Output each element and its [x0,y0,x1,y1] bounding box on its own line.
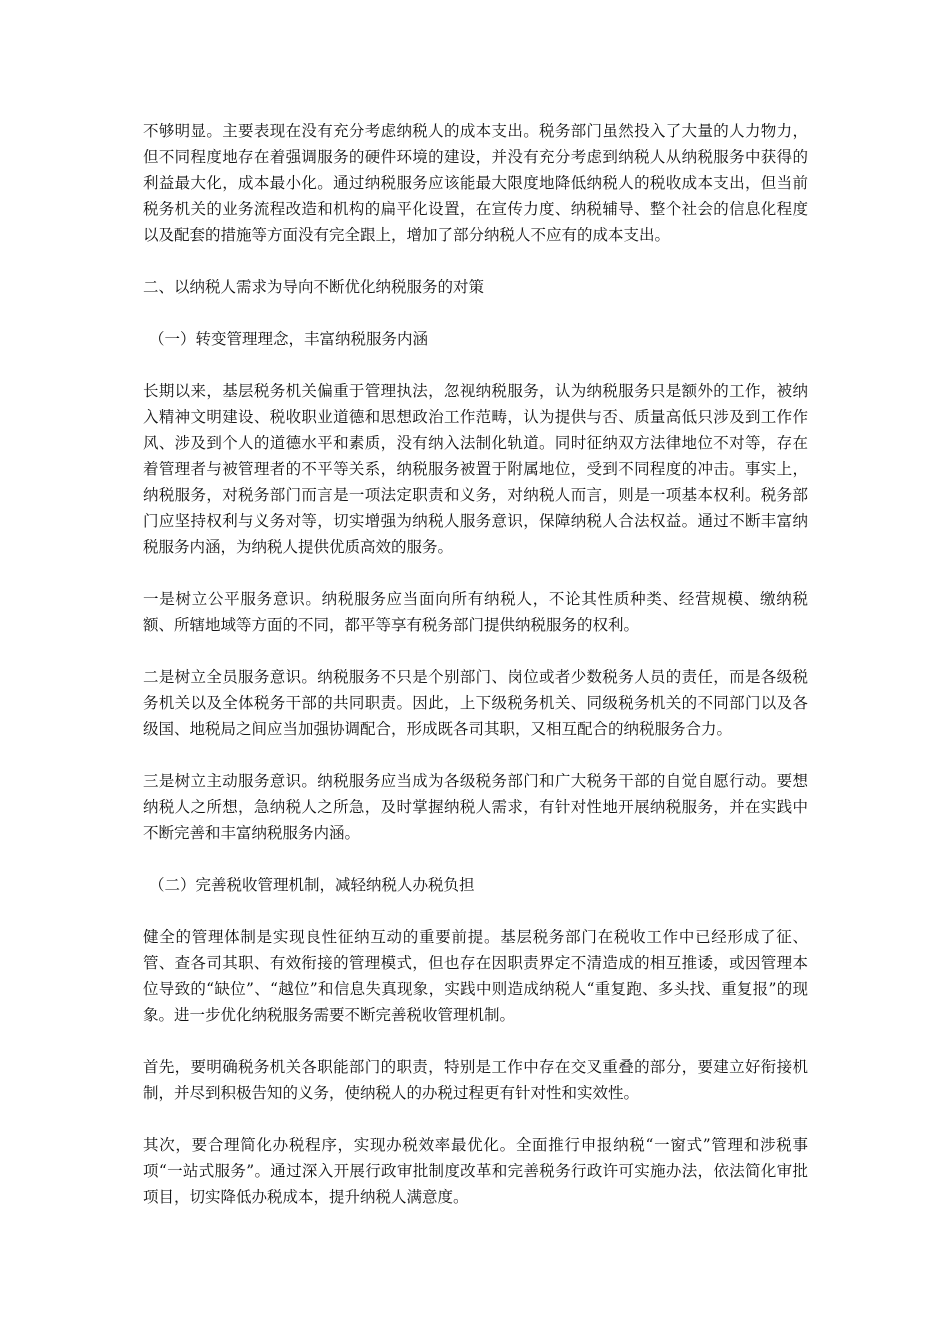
section-heading-2: 二、以纳税人需求为导向不断优化纳税服务的对策 [143,278,485,296]
paragraph-second-simplify: 其次，要合理简化办税程序，实现办税效率最优化。全面推行申报纳税“一窗式”管理和涉税事项“一站式服务”。通过深入开展行政审批制度改革和完善税务行政许可实施办法，依法简化审批项目，切实降低办税成本，提升纳税人满意度。 [143,1136,808,1206]
paragraph-fair-service: 一是树立公平服务意识。纳税服务应当面向所有纳税人，不论其性质种类、经营规模、缴纳税额、所辖地域等方面的不同，都平等享有税务部门提供纳税服务的权利。 [143,590,808,634]
subsection-heading-2: （二）完善税收管理机制，减轻纳税人办税负担 [149,876,475,894]
paragraph-management-mechanism: 健全的管理体制是实现良性征纳互动的重要前提。基层税务部门在税收工作中已经形成了征、管、查各司其职、有效衔接的管理模式，但也存在因职责界定不清造成的相互推诿，或因管理本位导致的“缺位”、“越位”和信息失真现象，实践中则造成纳税人“重复跑、多头找、重复报”的现象。进一步优化纳税服务需要不断完善税收管理机制。 [143,928,808,1024]
paragraph-proactive-service: 三是树立主动服务意识。纳税服务应当成为各级税务部门和广大税务干部的自觉自愿行动。要想纳税人之所想，急纳税人之所急，及时掌握纳税人需求，有针对性地开展纳税服务，并在实践中不断完善和丰富纳税服务内涵。 [143,772,808,842]
paragraph-management-concept: 长期以来，基层税务机关偏重于管理执法，忽视纳税服务，认为纳税服务只是额外的工作，被纳入精神文明建设、税收职业道德和思想政治工作范畴，认为提供与否、质量高低只涉及到工作作风、涉及到个人的道德水平和素质，没有纳入法制化轨道。同时征纳双方法律地位不对等，存在着管理者与被管理者的不平等关系，纳税服务被置于附属地位，受到不同程度的冲击。事实上，纳税服务，对税务部门而言是一项法定职责和义务，对纳税人而言，则是一项基本权利。税务部门应坚持权利与义务对等，切实增强为纳税人服务意识，保障纳税人合法权益。通过不断丰富纳税服务内涵，为纳税人提供优质高效的服务。 [143,382,808,556]
paragraph-all-staff-service: 二是树立全员服务意识。纳税服务不只是个别部门、岗位或者少数税务人员的责任，而是各级税务机关以及全体税务干部的共同职责。因此，上下级税务机关、同级税务机关的不同部门以及各级国、地税局之间应当加强协调配合，形成既各司其职，又相互配合的纳税服务合力。 [143,668,808,738]
paragraph-cost-expenditure: 不够明显。主要表现在没有充分考虑纳税人的成本支出。税务部门虽然投入了大量的人力物力，但不同程度地存在着强调服务的硬件环境的建设，并没有充分考虑到纳税人从纳税服务中获得的利益最大化，成本最小化。通过纳税服务应该能最大限度地降低纳税人的税收成本支出，但当前税务机关的业务流程改造和机构的扁平化设置，在宣传力度、纳税辅导、整个社会的信息化程度以及配套的措施等方面没有完全跟上，增加了部分纳税人不应有的成本支出。 [143,122,808,244]
paragraph-first-responsibilities: 首先，要明确税务机关各职能部门的职责，特别是工作中存在交叉重叠的部分，要建立好衔接机制，并尽到积极告知的义务，使纳税人的办税过程更有针对性和实效性。 [143,1058,808,1102]
document-body [143,118,808,1236]
subsection-heading-1: （一）转变管理理念，丰富纳税服务内涵 [149,330,429,348]
